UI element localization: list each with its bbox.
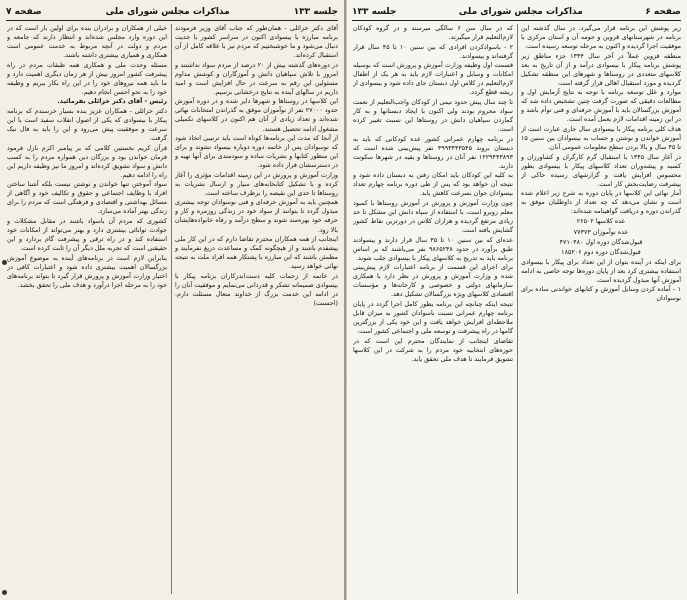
paragraph: همچنین باید به آموزش حرفه‌ای و فنی نوسوادان توجه بیشتری مبذول گردد تا بتوانند از سواد خود در زندگی روزمره و کار و حرفه خود بهره‌مند شوند و سطح درآمد و رفاه خانواده‌هایشان بالا رود. — [175, 199, 338, 234]
paragraph: سواد آموختن تنها خواندن و نوشتن نیست بلکه آشنا ساختن افراد با وظایف اجتماعی و حقوق و تکالیف خود و آگاهی از مسائل بهداشتی و اقتصادی و فرهنگی است که مردم را برای زندگی بهتر آماده می‌سازد. — [7, 181, 167, 216]
paragraph: برای اجرای این قسمت از برنامه اعتبارات لازم پیش‌بینی شده و وزارت آموزش و پرورش در نظر دارد با همکاری سازمانهای دولتی و خصوصی و کارخانه‌ها و مؤسسات اقتصادی کلاسهای ویژه بزرگسالان تشکیل دهد. — [353, 264, 513, 299]
text-column-right — [521, 24, 681, 596]
paragraph: اینجانب از همه همکاران محترم تقاضا دارم که در این کار ملی پیشقدم باشند و از هیچگونه کمک و مساعدت دریغ نفرمایند و مطمئن باشند که این مبارزه با پشتکار همه افراد ملت به نتیجه نهائی خواهد رسید. — [175, 236, 338, 271]
paragraph: موارد و علل توسعه برنامه با توجه به نتایج آزمایش اول و مطالعات دقیقی که صورت گرفت چنین تشخیص داده شد که آموزش بزرگسالان باید با آموزش حرفه‌ای و فنی توأم باشد و در این زمینه اقدامات لازم بعمل آمده است. — [521, 89, 681, 124]
column-divider — [171, 24, 172, 594]
page-number: صفحه ۶ — [645, 7, 681, 17]
paragraph: قسمت اول وظیفه وزارت آموزش و پرورش است که بوسیله امکانات و وسایل و اعتبارات لازم باید به هر یک از اطفال لازم‌التعلیم در کلاس اول دبستان جای داده شود و بیسوادی از ریشه قطع گردد. — [353, 62, 513, 97]
stat-line: قبول‌شدگان دوره دوم ۱۸۵۲۰۶ — [561, 248, 641, 256]
session-number: جلسه ۱۳۳ — [293, 7, 338, 17]
binding-hole-mark — [2, 260, 7, 265]
page-6 — [346, 0, 687, 600]
paragraph: ۱ - آماده کردن وسایل آموزش و کتابهای خواندنی ساده برای نوسوادان — [521, 286, 681, 303]
statistics-block — [521, 217, 681, 256]
paragraph: این کلاسها در روستاها و شهرها دایر شده و در دوره آموزش حدود ۲۷۰۰۰ نفر از نوآموزان موفق به گذراندن امتحانات نهائی شده‌اند و تعداد زیادی از آنان هم اکنون در کلاسهای تکمیلی مشغول ادامه تحصیل هستند. — [175, 98, 338, 133]
paragraph: مسئله وحدت ملی و همکاری همه طبقات مردم در راه پیشرفت کشور امروز بیش از هر زمان دیگری اهمیت دارد و ما باید همه نیروهای خود را در این راه بکار ببریم و وظیفه خود را به نحو احسن انجام دهیم. — [7, 61, 167, 96]
paragraph: آمار نهائی این کلاسها در پایان دوره به شرح زیر اعلام شده است و نشان می‌دهد که چه تعداد از داوطلبان موفق به گذراندن دوره و دریافت گواهینامه شده‌اند: — [521, 190, 681, 216]
binding-hole-mark — [2, 590, 7, 595]
paragraph: هدف کلی برنامه پیکار با بیسوادی سال جاری عبارت است از آموزش خواندن و نوشتن و حساب به بیسوادان بین سنین ۱۵ تا ۴۵ سال و بالا بردن سطح معلومات عمومی آنان. — [521, 126, 681, 152]
paragraph: زیر پوشش این برنامه قرار می‌گیرد. در سال گذشته این برنامه در شهرستانهای قزوین و حومه آن و استان مرکزی با موفقیت اجرا گردیده و اکنون به مرحله توسعه رسیده است. — [521, 25, 681, 51]
paragraph: قرآن کریم نخستین کلامی که بر پیامبر اکرم نازل فرمود فرمان خواندن بود و بزرگان دین همواره مردم را به کسب دانش و سواد تشویق کرده‌اند و امروز ما نیز وظیفه داریم این راه را ادامه دهیم. — [7, 144, 167, 179]
text-column-left — [7, 24, 167, 596]
paragraph: وزارت آموزش و پرورش در این زمینه اقدامات مؤثری را آغاز کرده و با تشکیل کتابخانه‌های سیار و ارسال نشریات به روستاها تا حدی این نقیصه را برطرف ساخته است. — [175, 171, 338, 197]
stat-line: عده کلاسها ۲۶۵۰۲ — [576, 218, 626, 226]
paragraph: نتیجه اینکه چنانچه این برنامه بطور کامل اجرا گردد در پایان برنامه چهارم عمرانی نسبت باسوادان کشور به میزان قابل ملاحظه‌ای افزایش خواهد یافت و این خود یکی از بزرگترین گامها در راه پیشرفت و توسعه ملی و اجتماعی کشور است. — [353, 300, 513, 336]
paragraph: در خاتمه از زحمات کلیه دست‌اندرکاران برنامه پیکار با بیسوادی صمیمانه تشکر و قدردانی می‌نمایم و موفقیت آنان را در ادامه این خدمت بزرگ از خداوند متعال مسئلت دارم. (احسنت) — [175, 272, 338, 307]
speaker-line: رئیس - آقای دکتر خزائلی بفرمائید. — [57, 98, 167, 106]
paragraph: منطقه قزوین عملاً در آخر سال ۱۳۴۴ جزء مناطق زیر پوشش برنامه پیکار با بیسوادی درآمد و از آن تاریخ به بعد کلاسهای متعددی در روستاها و شهرهای این منطقه تشکیل گردیده و مورد استقبال اهالی قرار گرفته است. — [521, 52, 681, 87]
paragraph: دکتر خزائلی - همکاران عزیز بنده بسیار خرسندم که برنامه پیکار با بیسوادی که یکی از اصول انقلاب سفید است با این سرعت و موفقیت پیش می‌رود و این را باید به فال نیک گرفت. — [7, 107, 167, 143]
header-rule — [352, 20, 681, 21]
text-column-left — [353, 24, 513, 596]
paragraph: به کلیه این کودکان باید امکان رفتن به دبستان داده شود و نتیجه آن خواهد بود که پس از طی دوره برنامه چهارم تعداد بیسوادان جوان بسرعت کاهش یابد. — [353, 172, 513, 198]
page-number: صفحه ۷ — [6, 7, 42, 17]
column-divider — [517, 24, 518, 594]
page-header — [352, 4, 681, 20]
text-column-right — [175, 24, 338, 596]
paragraph: ۲ - باسوادکردن افرادی که بین سنین ۱۰ تا ۴۵ سال قرار گرفته‌اند و بیسوادند. — [353, 43, 513, 60]
paragraph: در دوره‌های گذشته بیش از ۲۰ درصد از مردم سواد نداشتند و امروز با تلاش سپاهیان دانش و آموزگاران و کوشش مداوم مسئولین این رقم به سرعت در حال افزایش است و امید داریم در سالهای آینده به نتایج درخشانی برسیم. — [175, 61, 338, 96]
stat-line: قبول‌شدگان دوره اول ۴۷۱۰۴۸۰ — [559, 238, 643, 246]
header-rule — [6, 20, 338, 21]
paragraph: برای اینکه در آینده بتوان از این تعداد برای پیکار با بیسوادی استفاده بیشتری کرد بعد از پایان دوره‌ها توجه خاصی به ادامه آموزش آنها مبذول گردیده است. — [521, 258, 681, 284]
paragraph: خیلی از همکاران و برادران بنده برای اولین بار است که در این دوره وارد مجلس شده‌اند و انتظار دارند که جامعه و مردم و دولت در آنچه مربوط به خدمت عمومی است همکاری و همیاری بیشتری داشته باشند. — [7, 25, 167, 60]
paragraph: آقای دکتر خزائلی - همان‌طور که جناب آقای وزیر فرمودند برنامه مبارزه با بیسوادی اکنون در سراسر کشور با جدیت دنبال می‌شود و ما خوشبختیم که مردم نیز با علاقه کامل از آن استقبال کرده‌اند. — [175, 25, 338, 60]
publication-title: مذاکرات مجلس شورای ملی — [105, 7, 230, 17]
page-header — [6, 4, 338, 20]
paragraph: عده‌ای که بین سنین ۱۰ تا ۴۵ سال قرار دارند و بیسوادند طبق برآورد در حدود ۹۸۶۵۲۳۸ نفر می‌باشند که بر اساس برنامه باید به تدریج به کلاسهای پیکار با بیسوادی جلب شوند. — [353, 236, 513, 262]
paragraph: چون وزارت آموزش و پرورش در آموزش روستاها با کمبود معلم روبرو است، با استفاده از سپاه دانش این مشکل تا حد زیادی مرتفع گردیده و هزاران کلاس در دورترین نقاط کشور گشایش یافته است. — [353, 199, 513, 235]
stat-line: عده نوآموزان ۷۷۳۷۳ — [573, 228, 629, 236]
paragraph: تا چند سال پیش حدود نیمی از کودکان واجب‌التعلیم از نعمت سواد محروم بودند ولی اکنون با ایجاد دبستانها و به کار گماردن سپاهیان دانش در روستاها این نسبت تغییر کرده است. — [353, 98, 513, 134]
paragraph: در برنامه چهارم عمرانی کشور عده کودکانی که باید به دبستان بروند ۳۹۹۳۳۴۳۵۴۵ نفر پیش‌بینی شده است که ۱۲۲۹۴۴۳۸۹۳ نفر آنان در روستاها و بقیه در شهرها سکونت دارند. — [353, 135, 513, 170]
paragraph: تقاضای اینجانب از نمایندگان محترم این است که در حوزه‌های انتخابیه خود مردم را به شرکت در این کلاسها تشویق فرمایند تا هدف ملی تحقق یابد. — [353, 337, 513, 363]
paragraph: بنابراین لازم است در برنامه‌های آینده به موضوع آموزش بزرگسالان اهمیت بیشتری داده شود و اعتبارات کافی در اختیار وزارت آموزش و پرورش قرار گیرد تا بتواند برنامه‌های خود را به مرحله اجرا درآورد و هدف ملی را تحقق بخشد. — [7, 254, 167, 289]
paragraph: که در سال سن ۶ سالگی میرسند و در گروه کودکان لازم‌التعلیم قرار میگیرند. — [353, 25, 513, 42]
paragraph: از آنجا که مدت این برنامه‌ها کوتاه است باید ترتیبی اتخاذ شود که نوسوادان پس از خاتمه دوره دوباره بیسواد نشوند و برای این منظور کتابها و نشریات ساده و سودمندی برای آنها تهیه و در دسترسشان قرار داده شود. — [175, 135, 338, 170]
session-number: جلسه ۱۳۳ — [352, 7, 397, 17]
paragraph: کشوری که مردم آن باسواد باشند در مقابل مشکلات و حوادث توانائی بیشتری دارد و بهتر می‌تواند از امکانات خود استفاده کند و در راه ترقی و پیشرفت گام بردارد و این حقیقتی است که تجربه ملل دیگر آن را ثابت کرده است. — [7, 217, 167, 253]
paragraph: در آغاز سال ۱۳۴۵ با استقبال گرم کارگران و کشاورزان و کسبه و پیشه‌وران تعداد کلاسهای پیکار با بیسوادی بطور محسوس افزایش یافت و گزارشهای رسیده حاکی از پیشرفت رضایت‌بخش کار است. — [521, 153, 681, 188]
publication-title: مذاکرات مجلس شورای ملی — [458, 7, 583, 17]
